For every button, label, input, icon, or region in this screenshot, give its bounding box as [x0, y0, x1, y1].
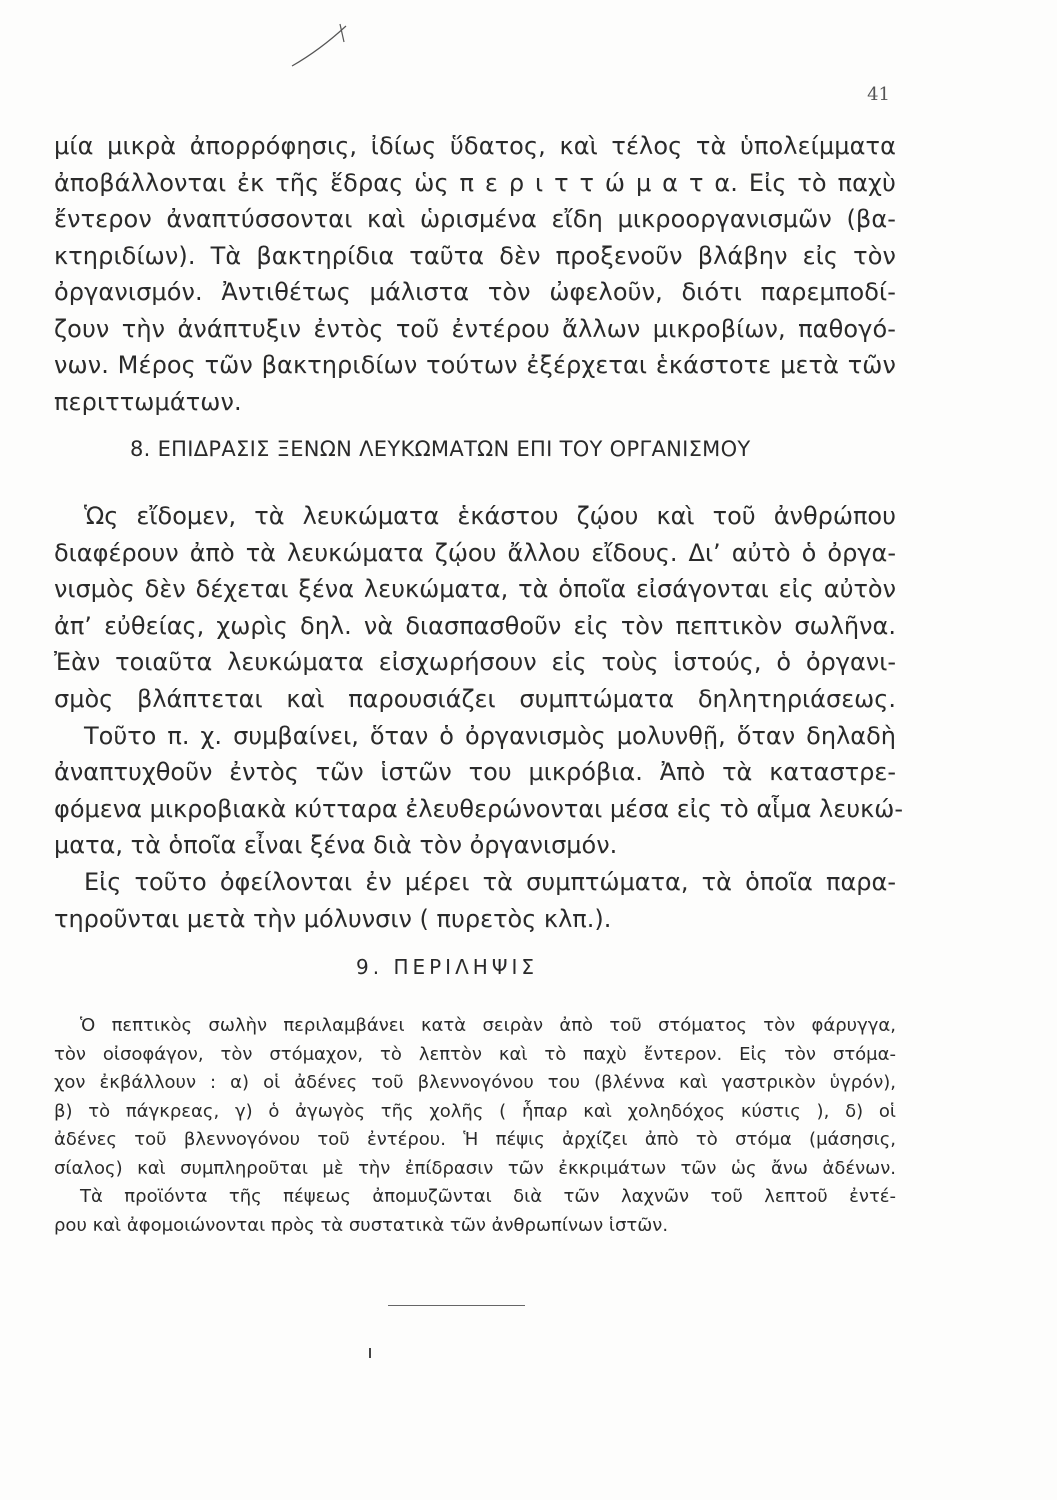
text-line: σίαλος) καὶ συμπληροῦται μὲ τὴν ἐπίδρασιν τῶν ἐκκριμάτων τῶν ὡς ἄνω ἀδένων. — [54, 1157, 896, 1179]
text-line: β) τὸ πάγκρεας, γ) ὁ ἀγωγὸς τῆς χολῆς ( ἧπαρ καὶ χοληδόχος κύστις ), δ) οἱ — [54, 1100, 896, 1122]
text-line: διαφέρουν ἀπὸ τὰ λευκώματα ζῴου ἄλλου εἴδους. Δι’ αὐτὸ ὁ ὀργα- — [54, 538, 896, 567]
paragraph-foreign-proteins — [54, 498, 903, 937]
stray-mark — [369, 1348, 371, 1358]
text-line: Ἐὰν τοιαῦτα λευκώματα εἰσχωρήσουν εἰς τοὺς ἱστούς, ὁ ὀργανι- — [54, 648, 896, 677]
text-line: χον ἐκβάλλουν : α) οἱ ἀδένες τοῦ βλεννογόνου του (βλέννα καὶ γαστρικὸν ὑγρόν), — [54, 1072, 896, 1093]
text-line: ἀδένες τοῦ βλεννογόνου τοῦ ἐντέρου. Ἡ πέψις ἀρχίζει ἀπὸ τὸ στόμα (μάσησις, — [54, 1129, 896, 1150]
paragraph-digestion-end — [54, 128, 896, 420]
text-line: ἀπ’ εὐθείας, χωρὶς δηλ. νὰ διασπασθοῦν εἰς τὸν πεπτικὸν σωλῆνα. — [54, 611, 896, 640]
page-number: 41 — [867, 84, 890, 105]
text-line: περιττωμάτων. — [54, 387, 242, 416]
text-line: φόμενα μικροβιακὰ κύτταρα ἐλευθερώνονται μέσα εἰς τὸ αἷμα λευκώ- — [54, 794, 903, 823]
text-line: ρου καὶ ἀφομοιώνονται πρὸς τὰ συστατικὰ τῶν ἀνθρωπίνων ἱστῶν. — [54, 1214, 669, 1236]
text-line: Ὁ πεπτικὸς σωλὴν περιλαμβάνει κατὰ σειρὰν ἀπὸ τοῦ στόματος τὸν φάρυγγα, — [80, 1015, 896, 1036]
text-line: Τοῦτο π. χ. συμβαίνει, ὅταν ὁ ὀργανισμὸς μολυνθῇ, ὅταν δηλαδὴ — [84, 721, 896, 750]
divider-rule — [388, 1305, 525, 1306]
text-line: μία μικρὰ ἀπορρόφησις, ἰδίως ὕδατος, καὶ τέλος τὰ ὑπολείμματα — [54, 132, 896, 160]
text-line: ἀποβάλλονται ἐκ τῆς ἕδρας ὡς π ε ρ ι τ τ ώ μ α τ α. Εἰς τὸ παχὺ — [54, 168, 896, 197]
text-line: ἔντερον ἀναπτύσσονται καὶ ὡρισμένα εἴδη μικροοργανισμῶν (βα- — [54, 205, 896, 233]
text-line: ζουν τὴν ἀνάπτυξιν ἐντὸς τοῦ ἐντέρου ἄλλων μικροβίων, παθογό- — [54, 314, 896, 343]
text-line: τηροῦνται μετὰ τὴν μόλυνσιν ( πυρετὸς κλπ.). — [54, 904, 612, 933]
text-line: ἀναπτυχθοῦν ἐντὸς τῶν ἱστῶν του μικρόβια. Ἀπὸ τὰ καταστρε- — [54, 758, 896, 787]
text-line: Εἰς τοῦτο ὀφείλονται ἐν μέρει τὰ συμπτώματα, τὰ ὁποῖα παρα- — [84, 867, 896, 896]
text-line: Τὰ προϊόντα τῆς πέψεως ἀπομυζῶνται διὰ τῶν λαχνῶν τοῦ λεπτοῦ ἐντέ- — [80, 1186, 896, 1207]
text-line: νων. Μέρος τῶν βακτηριδίων τούτων ἐξέρχεται ἑκάστοτε μετὰ τῶν — [54, 351, 896, 379]
summary-heading: 9. ΠΕΡΙΛΗΨΙΣ — [356, 955, 539, 979]
text-line: τὸν οἰσοφάγον, τὸν στόμαχον, τὸ λεπτὸν καὶ τὸ παχὺ ἔντερον. Εἰς τὸν στόμα- — [54, 1043, 896, 1065]
pencil-mark — [290, 20, 360, 70]
text-line: ματα, τὰ ὁποῖα εἶναι ξένα διὰ τὸν ὀργανισμόν. — [54, 831, 618, 860]
text-line: ὀργανισμόν. Ἀντιθέτως μάλιστα τὸν ὠφελοῦν, διότι παρεμποδί- — [54, 278, 896, 306]
paragraph-summary — [54, 1012, 896, 1240]
section-heading: 8. ΕΠΙΔΡΑΣΙΣ ΞΕΝΩΝ ΛΕΥΚΩΜΑΤΩΝ ΕΠΙ ΤΟΥ ΟΡΓΑΝΙΣΜΟΥ — [130, 437, 751, 461]
text-line: σμὸς βλάπτεται καὶ παρουσιάζει συμπτώματα δηλητηριάσεως. — [54, 684, 896, 713]
text-line: κτηριδίων). Τὰ βακτηρίδια ταῦτα δὲν προξενοῦν βλάβην εἰς τὸν — [54, 241, 896, 270]
text-line: Ὡς εἴδομεν, τὰ λευκώματα ἑκάστου ζῴου καὶ τοῦ ἀνθρώπου — [84, 502, 896, 530]
text-line: νισμὸς δὲν δέχεται ξένα λευκώματα, τὰ ὁποῖα εἰσάγονται εἰς αὐτὸν — [54, 575, 896, 604]
